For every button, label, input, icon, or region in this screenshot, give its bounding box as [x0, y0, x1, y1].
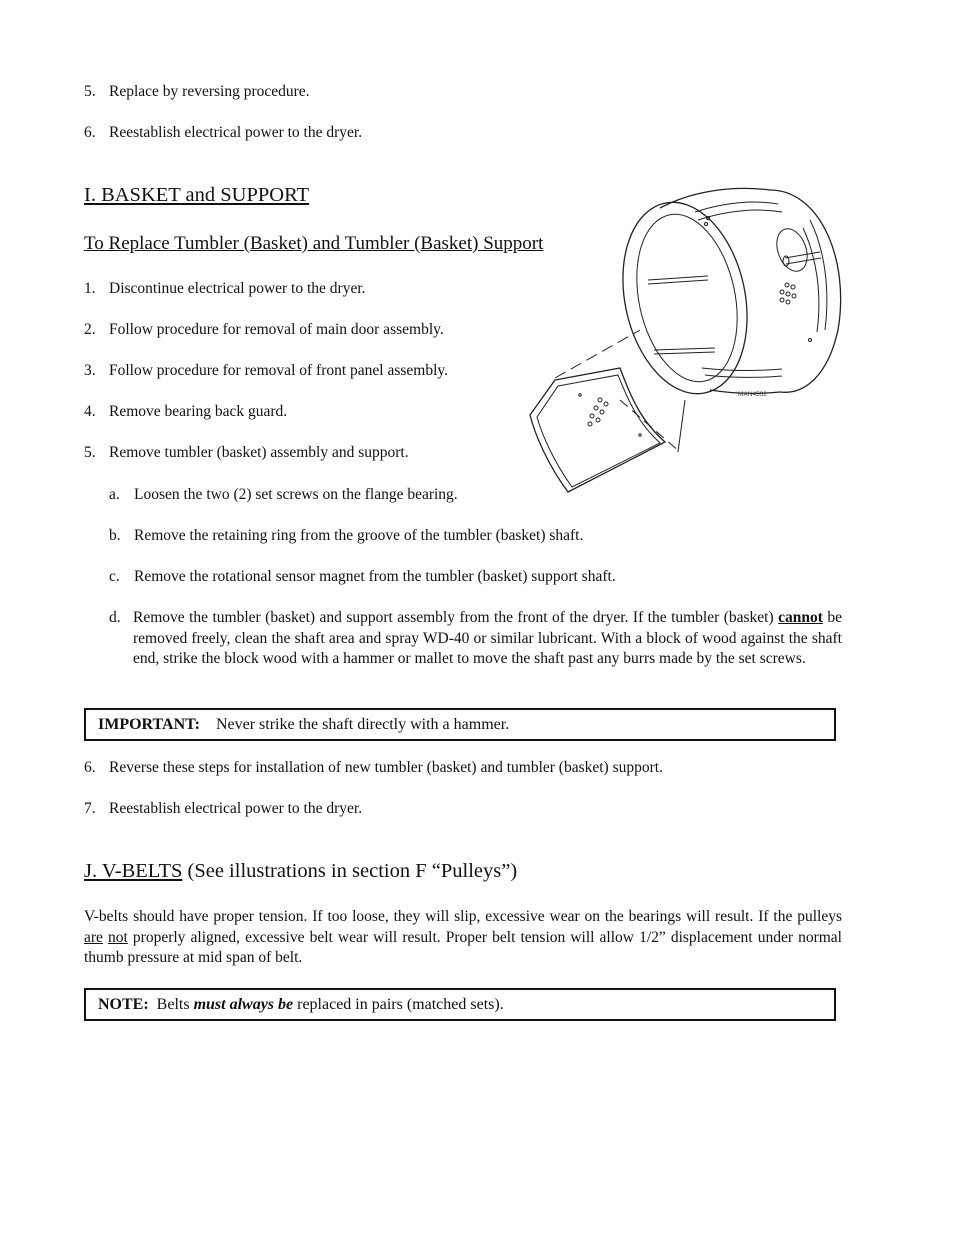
step-5-top	[0, 82, 954, 102]
not-underlined: not	[108, 928, 128, 946]
step-number: 1.	[84, 280, 96, 297]
substep-text: Loosen the two (2) set screws on the flange bearing.	[134, 486, 458, 503]
substep-letter: a.	[109, 486, 120, 503]
step-text: Follow procedure for removal of front panel assembly.	[109, 362, 449, 379]
substep-c	[0, 567, 954, 587]
section-i-heading: I. BASKET and SUPPORT	[84, 184, 310, 206]
substep-letter: c.	[109, 568, 120, 585]
step-6-top	[0, 123, 954, 143]
step-text: Reestablish electrical power to the dryer.	[109, 800, 363, 817]
section-j-heading	[84, 860, 517, 883]
step-6	[0, 758, 954, 778]
alignment-line	[678, 400, 685, 452]
step-text: Reestablish electrical power to the dryer.	[109, 124, 363, 141]
important-text: Never strike the shaft directly with a hammer.	[215, 716, 510, 733]
are-underlined: are	[84, 928, 103, 946]
v-belts-paragraph	[84, 907, 842, 969]
note-box	[84, 988, 836, 1021]
tumbler-exploded-illustration	[520, 180, 850, 500]
substep-text: Remove the rotational sensor magnet from the tumbler (basket) support shaft.	[134, 568, 616, 585]
step-number: 2.	[84, 321, 96, 338]
substep-d-number: d.	[109, 609, 121, 626]
v-belts-text-1: V-belts should have proper tension. If too loose, they will slip, excessive wear on the bearings will result. If the pulleys	[84, 908, 842, 925]
substep-letter: b.	[109, 527, 121, 544]
step-5	[0, 443, 520, 463]
step-number: 7.	[84, 800, 96, 817]
alignment-line	[620, 400, 680, 452]
note-emphasis: must always be	[193, 996, 294, 1013]
step-7	[0, 799, 954, 819]
substep-text: Remove the retaining ring from the groove of the tumbler (basket) shaft.	[134, 527, 584, 544]
step-number: 6.	[84, 759, 96, 776]
step-number: 3.	[84, 362, 96, 379]
v-belts-text-2: properly aligned, excessive belt wear will result. Proper belt tension will allow 1/2” displacement under normal thumb pressure at mid span of belt.	[84, 928, 842, 966]
note-text-2: replaced in pairs (matched sets).	[293, 996, 504, 1013]
important-box	[84, 708, 836, 741]
note-text-1: Belts	[156, 996, 194, 1013]
cannot-emphasis: cannot	[778, 609, 823, 626]
note-label: NOTE:	[98, 996, 149, 1013]
step-2	[0, 320, 520, 340]
section-j-heading-rest: (See illustrations in section F “Pulleys”)	[182, 860, 518, 882]
step-3	[0, 361, 520, 381]
section-i-subheading: To Replace Tumbler (Basket) and Tumbler (Basket) Support	[84, 233, 544, 254]
step-number: 6.	[84, 124, 96, 141]
step-number: 5.	[84, 444, 96, 461]
alignment-line	[555, 330, 640, 378]
step-text: Replace by reversing procedure.	[109, 83, 310, 100]
step-text: Discontinue electrical power to the dryer.	[109, 280, 366, 297]
step-number: 4.	[84, 403, 96, 420]
important-label: IMPORTANT:	[98, 716, 200, 733]
step-text: Follow procedure for removal of main door assembly.	[109, 321, 444, 338]
step-text: Remove bearing back guard.	[109, 403, 288, 420]
step-1	[0, 279, 520, 299]
step-text: Remove tumbler (basket) assembly and support.	[109, 444, 409, 461]
figure-code: MAN4532	[738, 391, 767, 398]
substep-d-text-1: Remove the tumbler (basket) and support assembly from the front of the dryer. If the tumbler (basket)	[133, 609, 779, 626]
step-number: 5.	[84, 83, 96, 100]
substep-d-text-2: be removed freely, clean the shaft area and spray WD-40 or similar lubricant. With a block of wood against the shaft end, strike the block wood with a hammer or mallet to move the shaft past any burrs made by the set screws.	[133, 609, 842, 667]
tumbler-support	[530, 368, 665, 492]
section-j-heading-underlined: J. V-BELTS	[84, 860, 183, 882]
step-text: Reverse these steps for installation of new tumbler (basket) and tumbler (basket) support.	[109, 759, 663, 776]
tumbler-drum	[606, 188, 840, 405]
substep-d-text	[133, 608, 842, 670]
step-4	[0, 402, 520, 422]
substep-b	[0, 526, 954, 546]
